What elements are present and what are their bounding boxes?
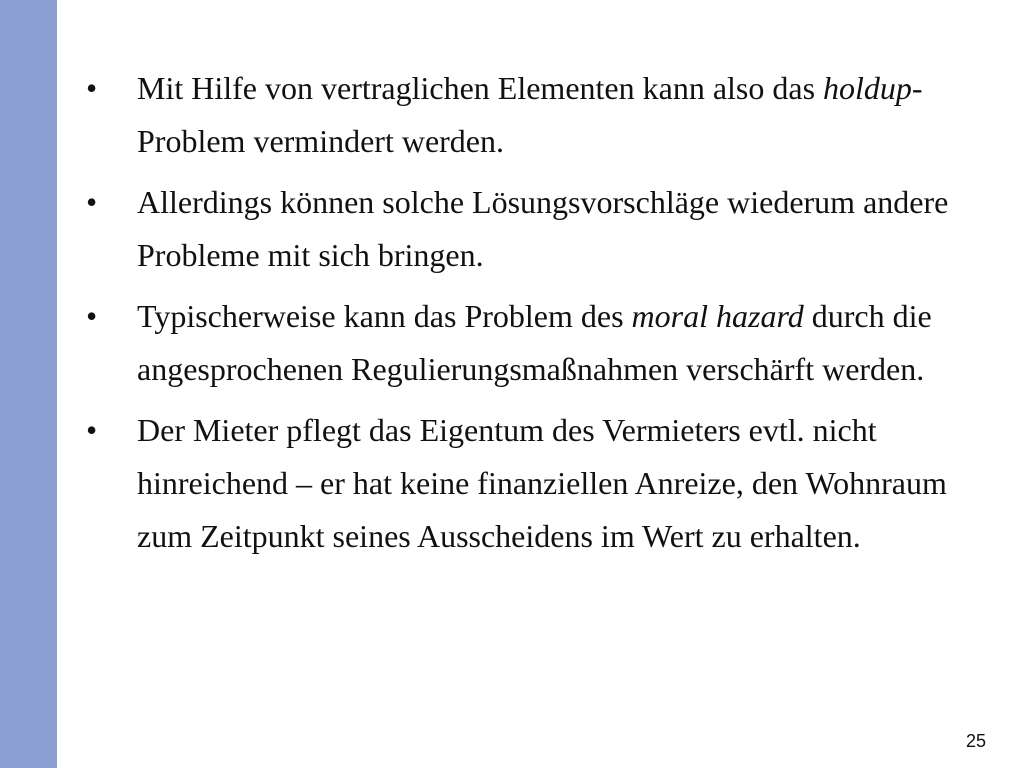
sidebar-accent-stripe: [0, 0, 57, 768]
bullet-text-after: -Problem vermindert werden.: [137, 70, 923, 159]
bullet-text-before: Mit Hilfe von vertraglichen Elementen kann also das: [137, 70, 824, 106]
bullet-item-loesungsvorschlaege: [86, 176, 996, 282]
bullet-emphasis-holdup: holdup: [823, 70, 912, 106]
bullet-marker: •: [86, 298, 98, 334]
bullet-text-after: durch die angesprochenen Regulierungsmaßnahmen verschärft werden.: [137, 298, 932, 387]
bullet-list: [86, 62, 996, 563]
bullet-emphasis-moral-hazard: moral hazard: [631, 298, 804, 334]
page-number: 25: [965, 731, 986, 751]
bullet-item-moral-hazard: [86, 290, 996, 396]
bullet-text-before: Typischerweise kann das Problem des: [137, 298, 632, 334]
bullet-marker: •: [86, 412, 98, 448]
bullet-item-mieter: [86, 404, 996, 563]
bullet-marker: •: [86, 70, 98, 106]
bullet-text-before: Allerdings können solche Lösungsvorschläge wiederum andere Probleme mit sich bringen.: [137, 184, 949, 273]
bullet-text-before: Der Mieter pflegt das Eigentum des Vermieters evtl. nicht hinreichend – er hat keine finanziellen Anreize, den Wohnraum zum Zeitpunkt seines Ausscheidens im Wert zu erhalten.: [137, 412, 947, 554]
bullet-item-holdup: [86, 62, 996, 168]
bullet-marker: •: [86, 184, 98, 220]
slide-content: [86, 62, 996, 571]
